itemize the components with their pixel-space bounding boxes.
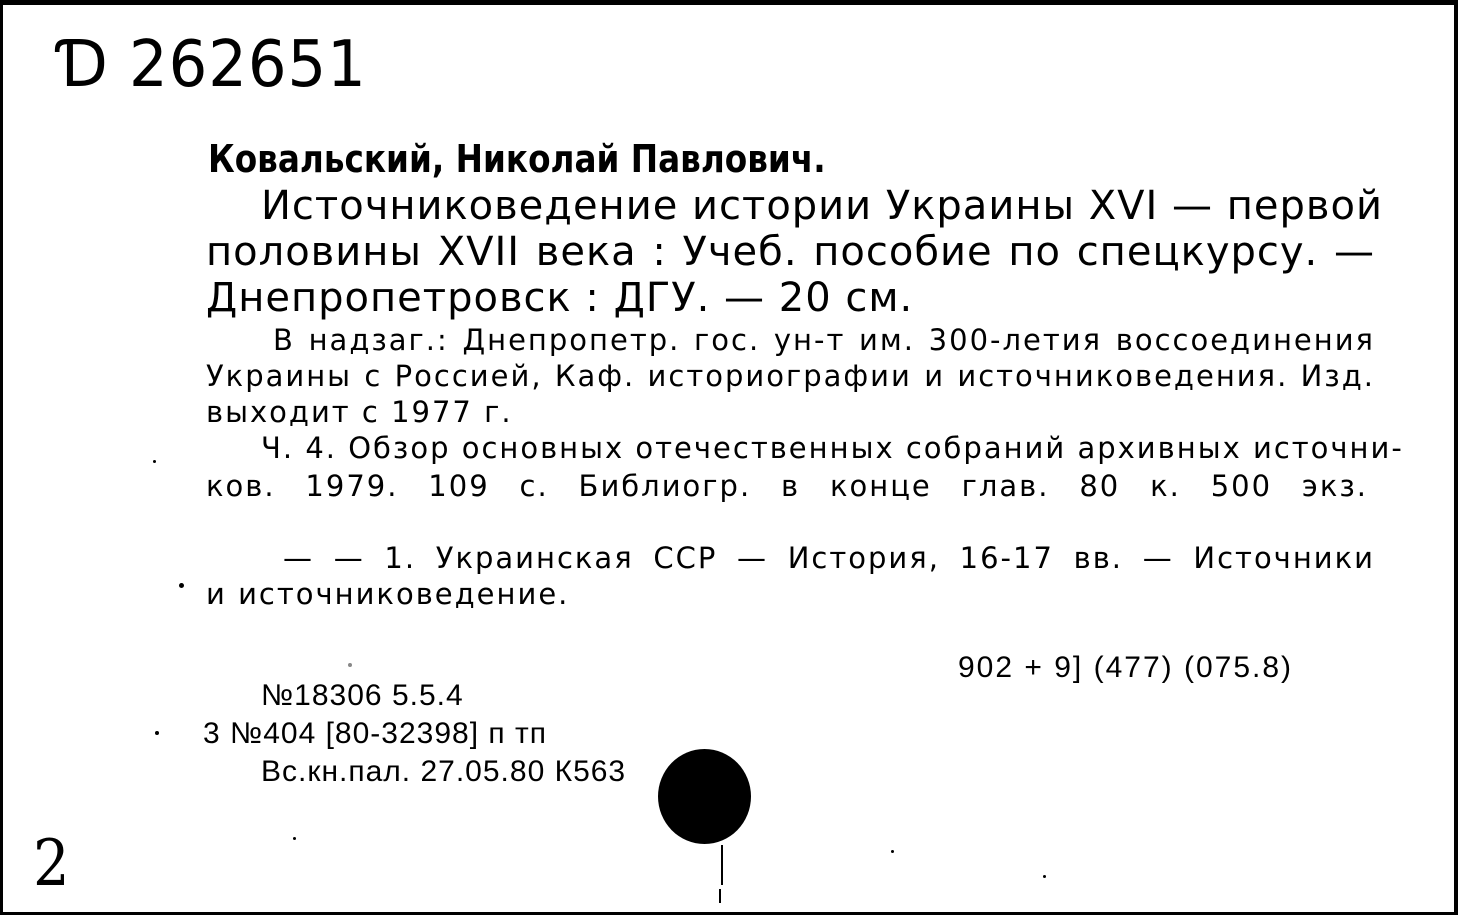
title-line-3: Днепропетровск : ДГУ. — 20 см. [206, 275, 914, 321]
scan-line [719, 889, 721, 903]
classification-code: 902 + 9] (477) (075.8) [958, 651, 1294, 684]
scan-speck [348, 663, 352, 667]
subject-line-1: — — 1. Украинская ССР — История, 16-17 вв. — Источники [283, 541, 1375, 575]
bottom-line-3: Вс.кн.пал. 27.05.80 К563 [261, 755, 627, 788]
title-line-2: половины XVII века : Учеб. пособие по спецкурсу. — [206, 229, 1375, 275]
scan-speck [179, 583, 184, 588]
punch-hole [658, 749, 751, 844]
note-line-2: Украины с Россией, Каф. историографии и источниковедения. Изд. [206, 359, 1375, 393]
part-line-1: Ч. 4. Обзор основных отечественных собраний архивных источни- [261, 431, 1404, 465]
bottom-line-2: 3 №404 [80-32398] п тп [203, 717, 547, 750]
scan-speck [153, 460, 156, 463]
scan-speck [155, 731, 159, 735]
handwritten-mark: 2 [33, 827, 70, 901]
part-line-2: ков. 1979. 109 с. Библиогр. в конце глав. 80 к. 500 экз. [206, 469, 1368, 503]
note-line-1: В надзаг.: Днепропетр. гос. ун-т им. 300-летия воссоединения [273, 323, 1375, 357]
scan-speck [1043, 875, 1046, 878]
scan-speck [891, 850, 894, 853]
scan-speck [293, 837, 296, 840]
author-heading: Ковальский, Николай Павлович. [208, 137, 826, 181]
accession-number: Ɗ 262651 [58, 28, 367, 102]
subject-line-2: и источниковедение. [206, 577, 570, 611]
title-line-1: Источниковедение истории Украины XVI — первой [261, 183, 1383, 229]
bottom-line-1: №18306 5.5.4 [261, 679, 464, 712]
note-line-3: выходит с 1977 г. [206, 395, 513, 429]
scan-line [721, 845, 723, 885]
